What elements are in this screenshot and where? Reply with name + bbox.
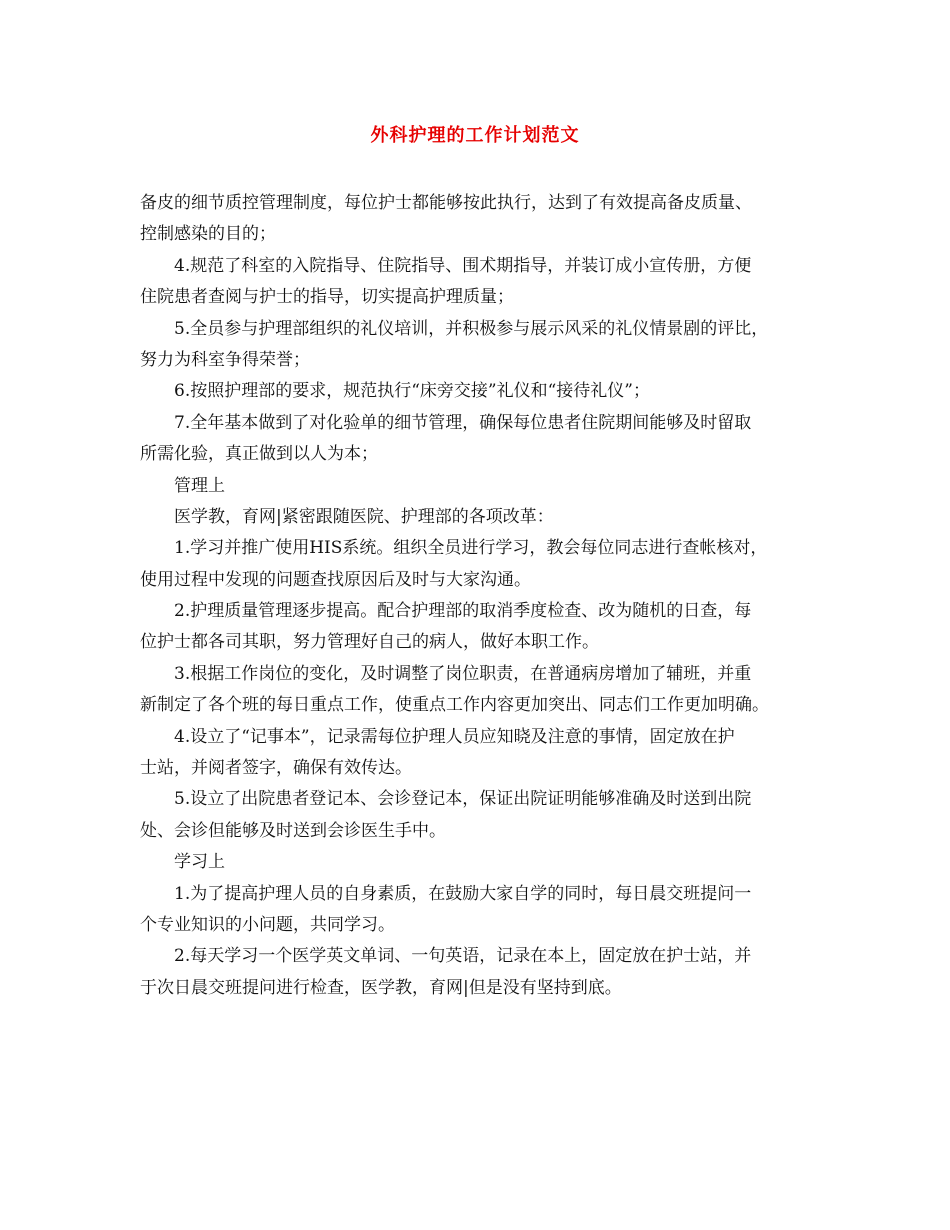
text-line: 个专业知识的小问题，共同学习。 <box>140 914 395 935</box>
text-line: 所需化验，真正做到以人为本； <box>140 444 378 465</box>
text-line: 备皮的细节质控管理制度，每位护士都能够按此执行，达到了有效提高备皮质量、 <box>140 193 752 213</box>
text-line: 学习上 <box>174 852 225 873</box>
text-line: 7.全年基本做到了对化验单的细节管理，确保每位患者住院期间能够及时留取 <box>174 412 752 433</box>
text-line: 3.根据工作岗位的变化，及时调整了岗位职责，在普通病房增加了辅班，并重 <box>174 663 752 684</box>
text-line: 2.每天学习一个医学英文单词、一句英语，记录在本上，固定放在护士站，并 <box>174 946 752 967</box>
text-line: 医学教，育网|紧密跟随医院、护理部的各项改革： <box>174 506 554 527</box>
text-line: 5.设立了出院患者登记本、会诊登记本，保证出院证明能够准确及时送到出院 <box>174 789 752 810</box>
text-line: 5.全员参与护理部组织的礼仪培训，并积极参与展示风采的礼仪情景剧的评比， <box>174 318 769 339</box>
text-line: 1.学习并推广使用HIS系统。组织全员进行学习，教会每位同志进行查帐核对， <box>174 538 768 559</box>
text-line: 4.规范了科室的入院指导、住院指导、围术期指导，并装订成小宣传册，方便 <box>174 255 752 276</box>
text-line: 6.按照护理部的要求，规范执行“床旁交接”礼仪和“接待礼仪”； <box>174 381 650 402</box>
text-line: 使用过程中发现的问题查找原因后及时与大家沟通。 <box>140 569 531 590</box>
text-line: 住院患者查阅与护士的指导，切实提高护理质量； <box>140 287 514 308</box>
text-line: 士站，并阅者签字，确保有效传达。 <box>140 758 412 779</box>
text-line: 处、会诊但能够及时送到会诊医生手中。 <box>140 820 446 841</box>
text-line: 4.设立了“记事本”，记录需每位护理人员应知晓及注意的事情，固定放在护 <box>174 726 735 747</box>
text-line: 于次日晨交班提问进行检查，医学教，育网|但是没有坚持到底。 <box>140 977 622 998</box>
text-line: 控制感染的目的； <box>140 224 276 245</box>
text-line: 位护士都各司其职，努力管理好自己的病人，做好本职工作。 <box>140 632 599 653</box>
text-line: 新制定了各个班的每日重点工作，使重点工作内容更加突出、同志们工作更加明确。 <box>140 695 769 716</box>
document-body <box>140 188 830 1004</box>
text-line: 管理上 <box>174 475 225 496</box>
text-line: 2.护理质量管理逐步提高。配合护理部的取消季度检查、改为随机的日查，每 <box>174 601 752 622</box>
text-line: 努力为科室争得荣誉； <box>140 349 310 370</box>
text-line: 1.为了提高护理人员的自身素质，在鼓励大家自学的同时，每日晨交班提问一 <box>174 883 752 904</box>
document-title: 外科护理的工作计划范文 <box>370 125 580 146</box>
